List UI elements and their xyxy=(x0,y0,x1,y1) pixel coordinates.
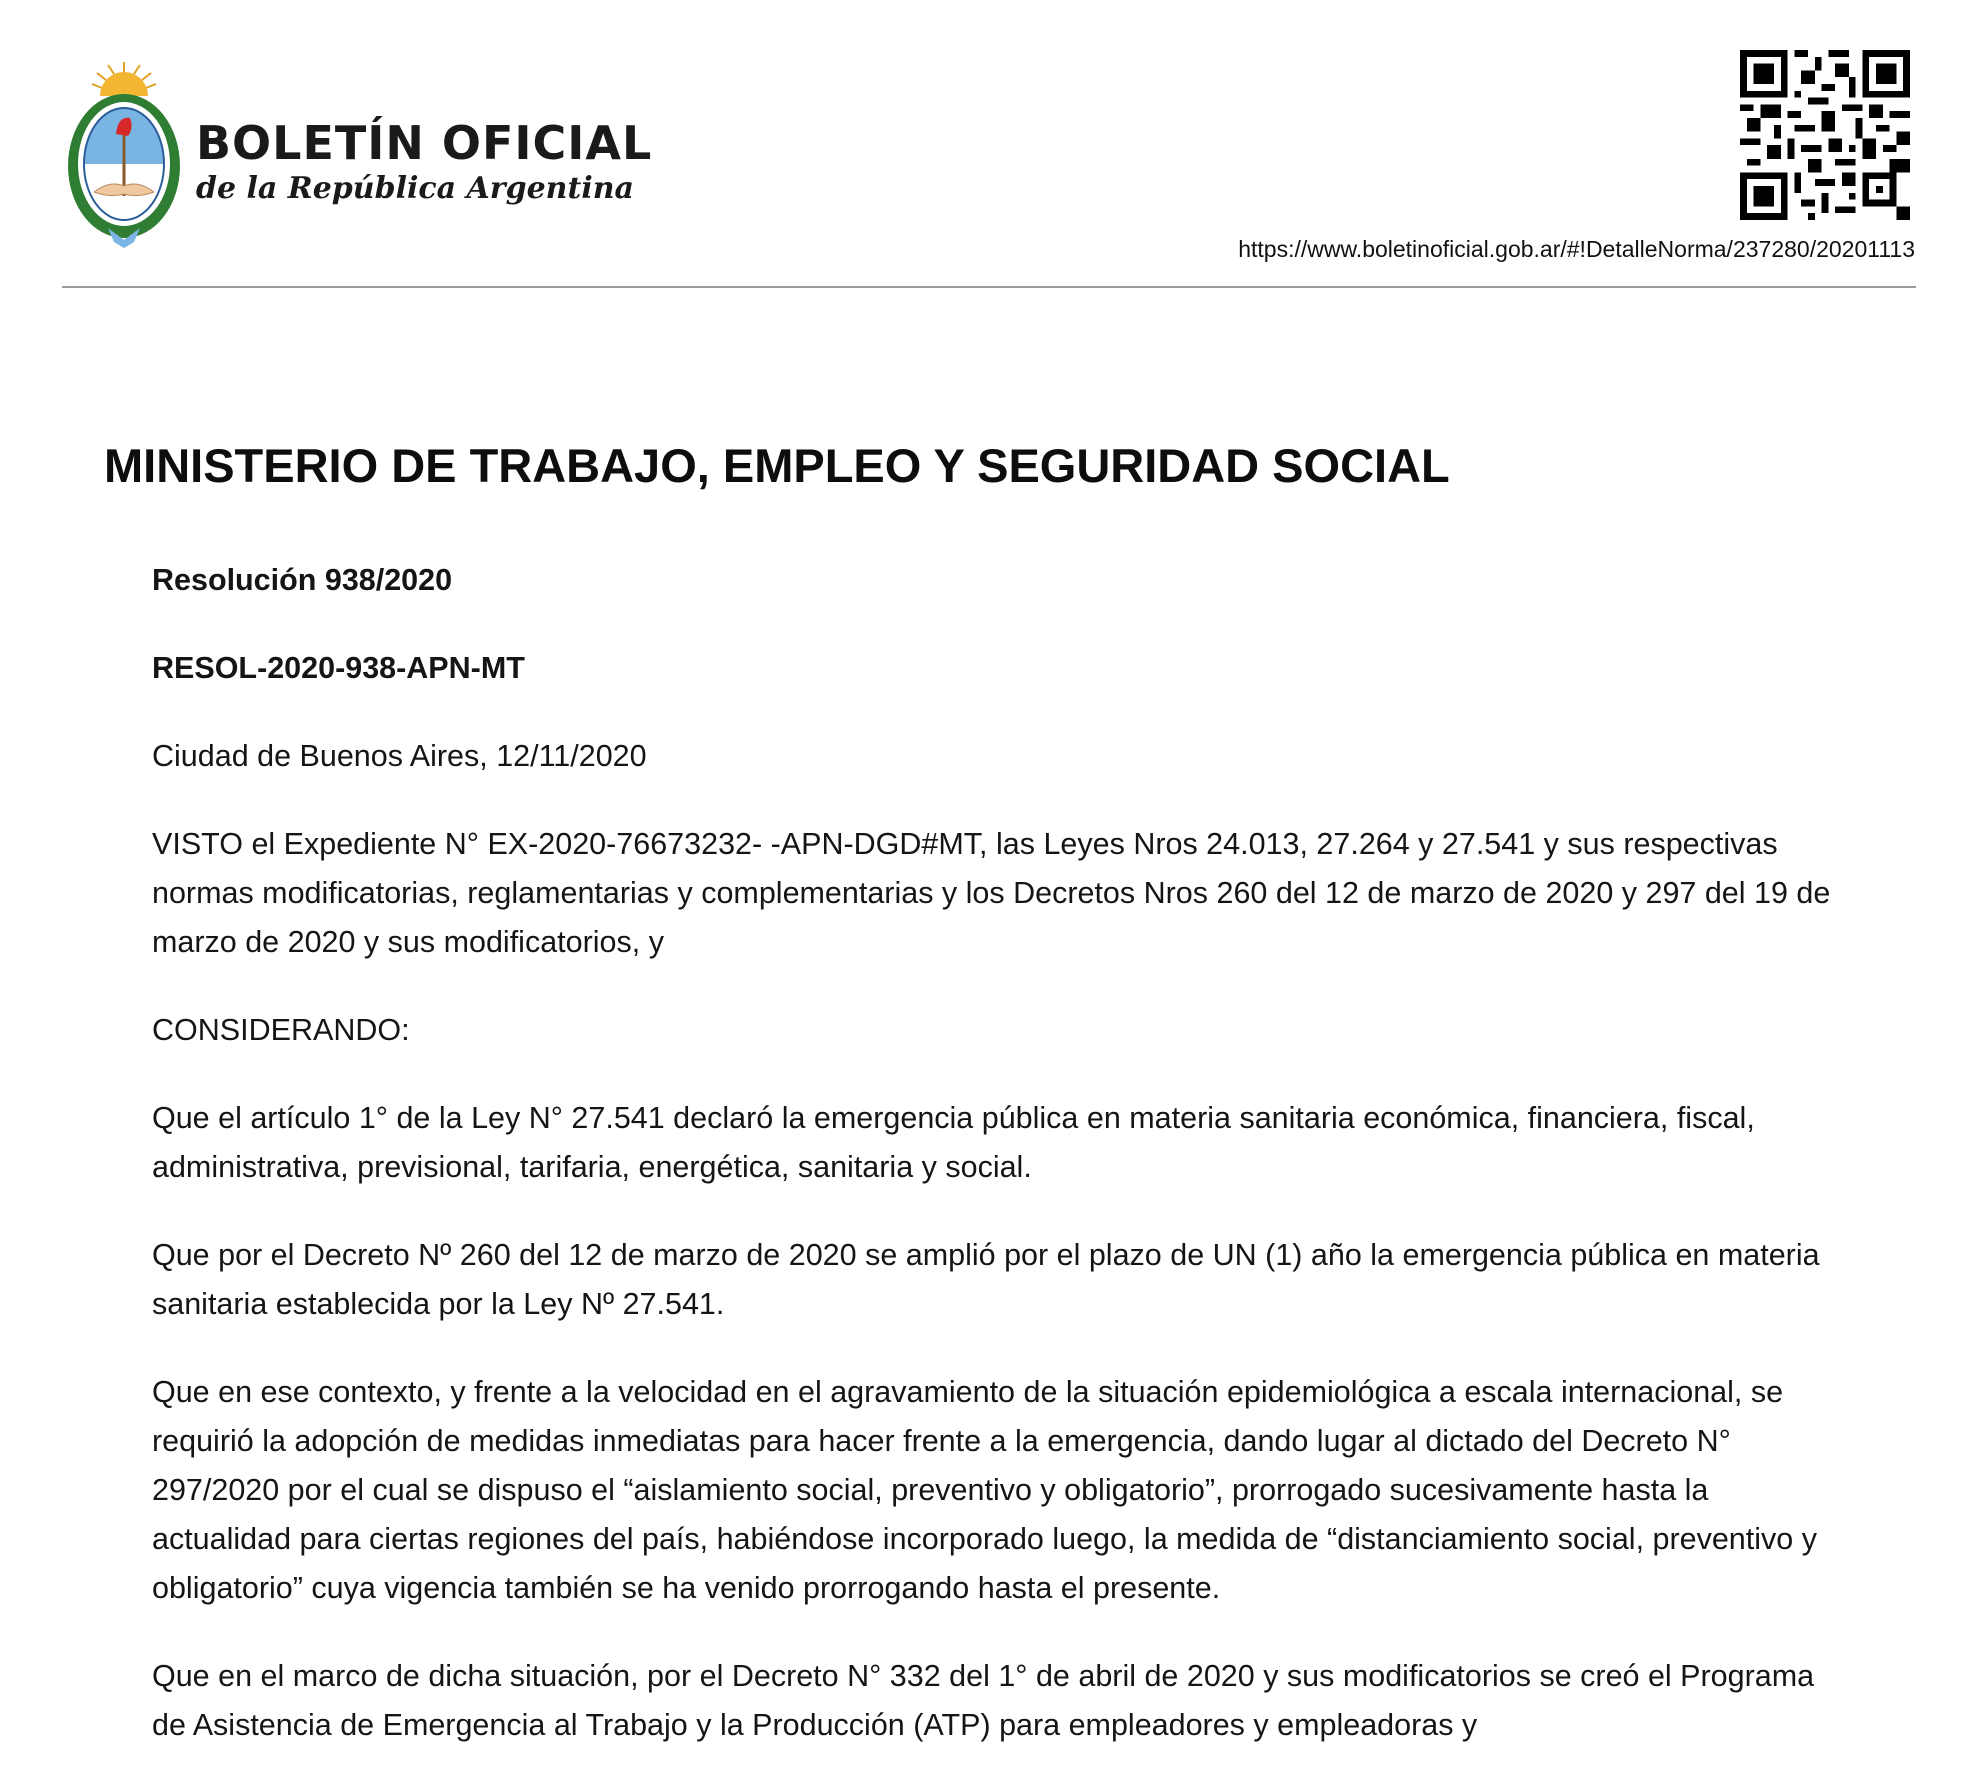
document-body xyxy=(152,556,1842,1789)
page-header xyxy=(0,0,1981,292)
body-paragraph: Que en el marco de dicha situación, por el Decreto N° 332 del 1° de abril de 2020 y sus modificatorios se creó el Programa de Asistencia de Emergencia al Trabajo y la Producción (ATP) para empleadores y empleadoras y xyxy=(152,1659,1815,1742)
brand-subtitle: de la República Argentina xyxy=(196,170,634,206)
coat-of-arms-argentina-icon xyxy=(64,62,184,248)
header-divider xyxy=(62,286,1916,288)
document-url[interactable]: https://www.boletinoficial.gob.ar/#!DetalleNorma/237280/20201113 xyxy=(1238,236,1915,262)
visto-paragraph: VISTO el Expediente N° EX-2020-76673232- -APN-DGD#MT, las Leyes Nros 24.013, 27.264 y 27.541 y sus respectivas normas modificatorias, reglamentarias y complementarias y los Decretos Nros 260 del 12 de marzo de 2020 y 297 del 19 de marzo de 2020 y sus modificatorios, y xyxy=(152,827,1831,959)
resolution-number: Resolución 938/2020 xyxy=(152,563,453,597)
ministry-title: MINISTERIO DE TRABAJO, EMPLEO Y SEGURIDAD SOCIAL xyxy=(104,439,1450,492)
body-paragraph: Que por el Decreto Nº 260 del 12 de marzo de 2020 se amplió por el plazo de UN (1) año la emergencia pública en materia sanitaria establecida por la Ley Nº 27.541. xyxy=(152,1238,1820,1321)
resolution-code: RESOL-2020-938-APN-MT xyxy=(152,651,525,685)
body-paragraph: Que en ese contexto, y frente a la velocidad en el agravamiento de la situación epidemiológica a escala internacional, se requirió la adopción de medidas inmediatas para hacer frente a la emergencia, dando lugar al dictado del Decreto N° 297/2020 por el cual se dispuso el “aislamiento social, preventivo y obligatorio”, prorrogado sucesivamente hasta la actualidad para ciertas regiones del país, habiéndose incorporado luego, la medida de “distanciamiento social, preventivo y obligatorio” cuya vigencia también se ha venido prorrogando hasta el presente. xyxy=(152,1375,1817,1605)
qr-code-icon xyxy=(1740,50,1910,220)
brand xyxy=(196,118,652,206)
body-paragraph: Que el artículo 1° de la Ley N° 27.541 declaró la emergencia pública en materia sanitaria económica, financiera, fiscal, administrativa, previsional, tarifaria, energética, sanitaria y social. xyxy=(152,1101,1755,1184)
considerando-heading: CONSIDERANDO: xyxy=(152,1013,410,1047)
brand-title: BOLETÍN OFICIAL xyxy=(196,116,653,170)
place-date: Ciudad de Buenos Aires, 12/11/2020 xyxy=(152,739,647,773)
